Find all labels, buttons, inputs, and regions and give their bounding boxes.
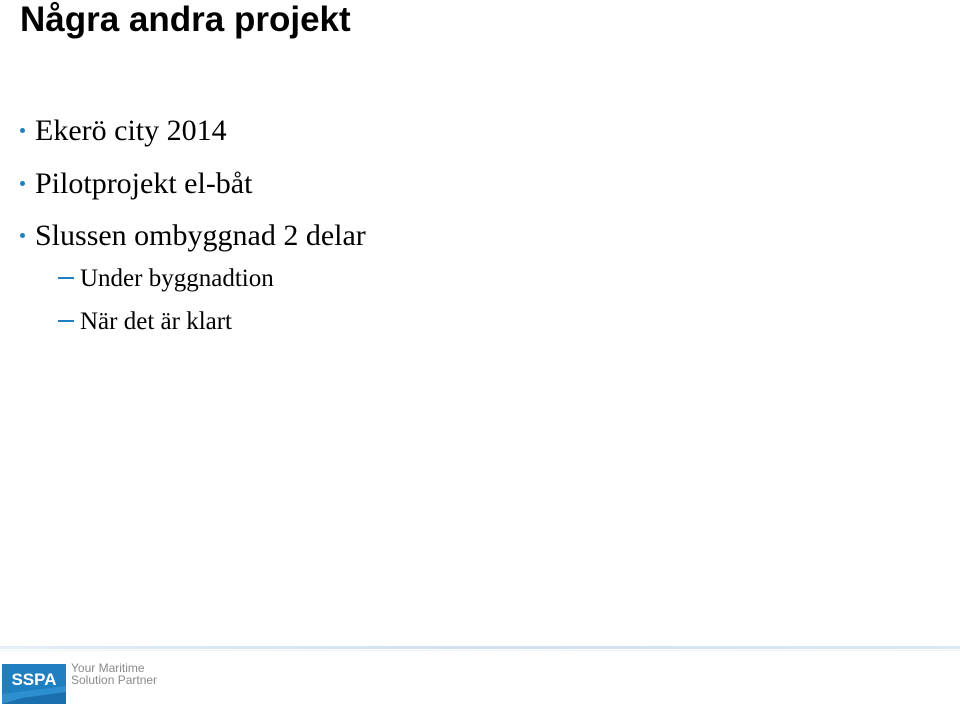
dash-icon [58,320,74,322]
bullet-text: Pilotprojekt el-båt [35,167,253,200]
sub-bullet-text: Under byggnadtion [80,265,274,292]
bullet-item [20,167,252,201]
bullet-dot-icon [20,128,25,133]
bullet-dot-icon [20,233,25,238]
tagline-line-1: Your Maritime [71,661,145,675]
footer-divider-light [0,650,960,651]
bullet-text: Ekerö city 2014 [35,114,227,147]
bullet-item [20,114,227,148]
bullet-text: Slussen ombyggnad 2 delar [35,219,366,252]
bullet-item [20,219,366,253]
sspa-logo [2,664,66,704]
footer-divider [0,646,960,649]
bullet-dot-icon [20,181,25,186]
sub-bullet-item [58,264,274,294]
sub-bullet-text: När det är klart [80,308,233,335]
footer-tagline [71,662,157,686]
sub-bullet-item [58,307,232,337]
dash-icon [58,277,74,279]
svg-text:SSPA: SSPA [11,670,57,689]
slide-title: Några andra projekt [20,0,351,39]
tagline-line-2: Solution Partner [71,673,158,687]
